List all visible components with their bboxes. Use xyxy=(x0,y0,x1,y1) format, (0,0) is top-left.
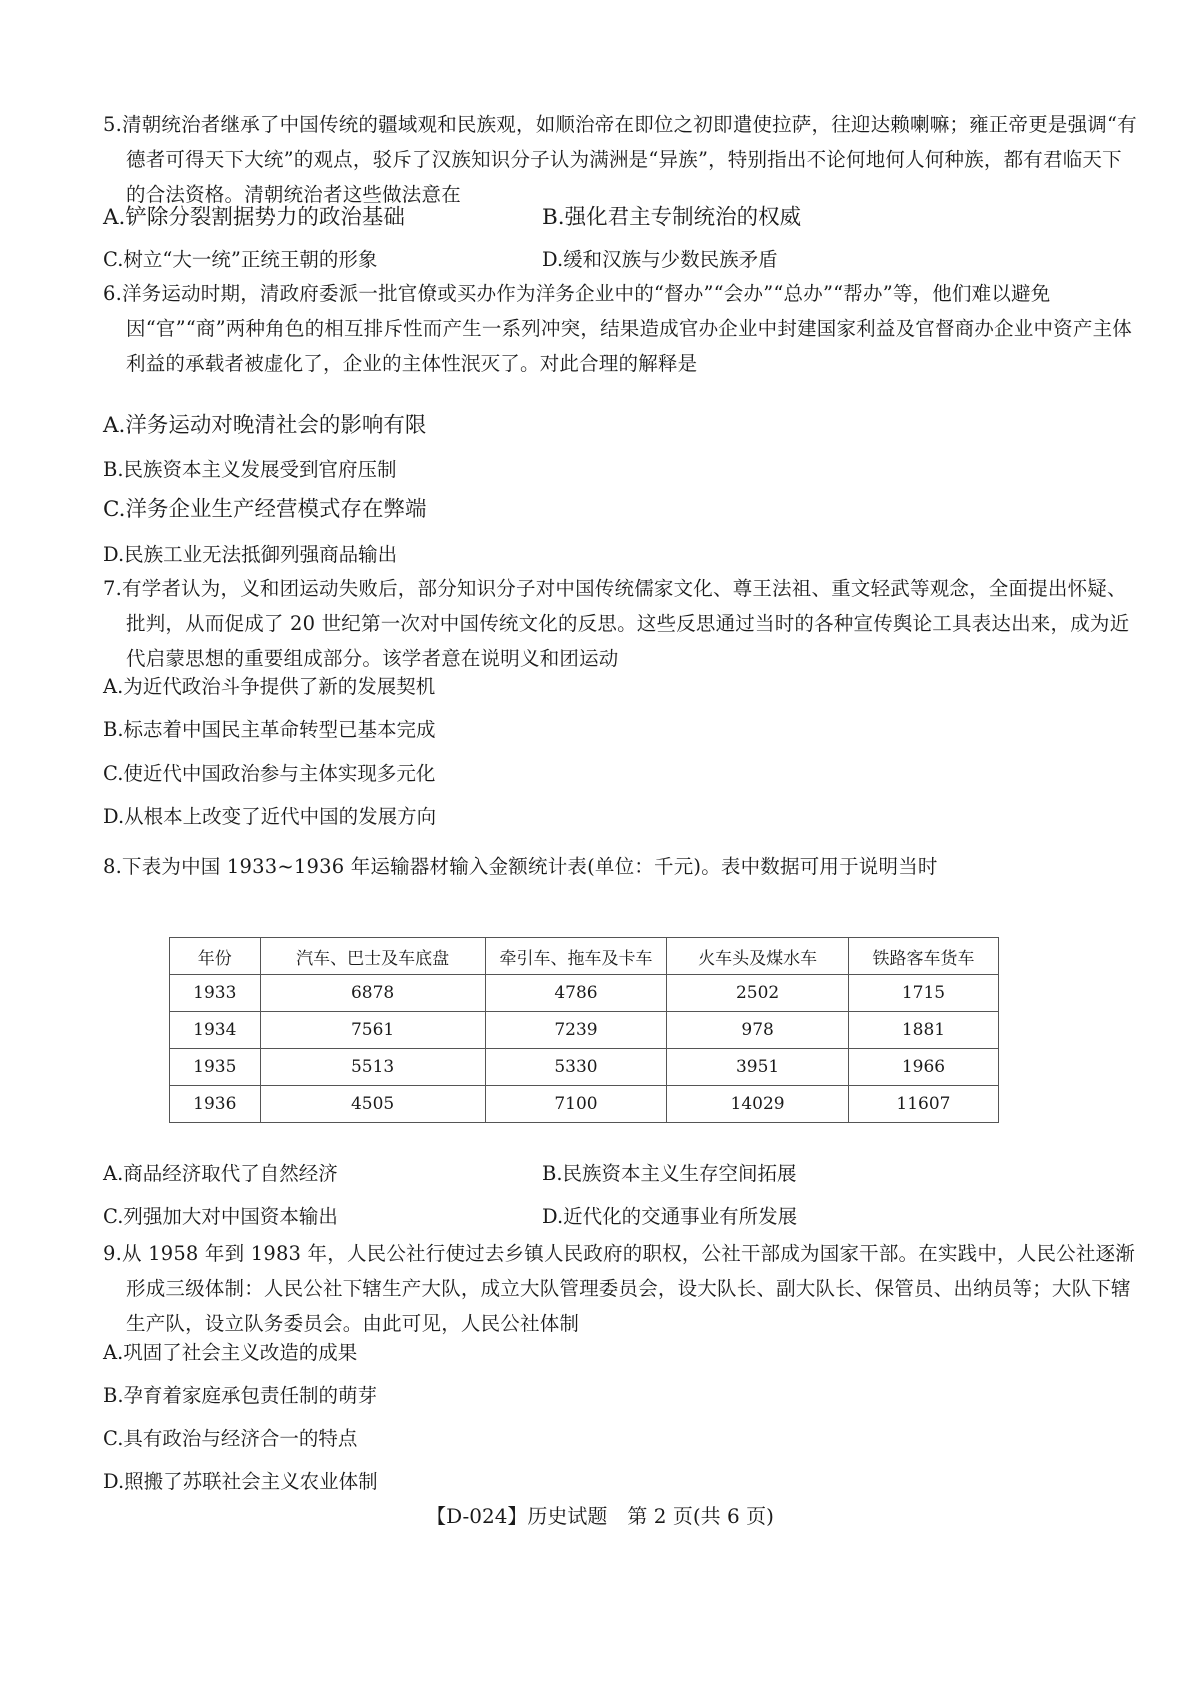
table-cell: 1933 xyxy=(170,975,261,1012)
q5-option-a: A.铲除分裂割据势力的政治基础 xyxy=(103,205,405,230)
q8-option-a: A.商品经济取代了自然经济 xyxy=(103,1162,338,1185)
q7-option-d: D.从根本上改变了近代中国的发展方向 xyxy=(103,805,437,828)
table-cell: 7561 xyxy=(260,1012,485,1049)
table-cell: 978 xyxy=(667,1012,849,1049)
q8-stem: 8.下表为中国 1933~1936 年运输器材输入金额统计表(单位：千元)。表中数据可用于说明当时 xyxy=(103,855,938,878)
table-cell: 1936 xyxy=(170,1086,261,1123)
table-cell: 1715 xyxy=(848,975,998,1012)
table-header-cell: 铁路客车货车 xyxy=(848,938,998,975)
table-row xyxy=(170,1012,999,1049)
table-cell: 7239 xyxy=(485,1012,667,1049)
q6-option-c: C.洋务企业生产经营模式存在弊端 xyxy=(103,497,427,522)
table-header-row xyxy=(170,938,999,975)
table-row xyxy=(170,1086,999,1123)
q5-option-b: B.强化君主专制统治的权威 xyxy=(542,205,802,230)
transport-import-table xyxy=(169,937,999,1123)
q9-option-c: C.具有政治与经济合一的特点 xyxy=(103,1427,358,1450)
table-cell: 1966 xyxy=(848,1049,998,1086)
table-cell: 14029 xyxy=(667,1086,849,1123)
table-cell: 11607 xyxy=(848,1086,998,1123)
q9-option-d: D.照搬了苏联社会主义农业体制 xyxy=(103,1470,378,1493)
q6-option-d: D.民族工业无法抵御列强商品输出 xyxy=(103,543,398,566)
q7-stem: 7.有学者认为，义和团运动失败后，部分知识分子对中国传统儒家文化、尊王法祖、重文轻武等观念，全面提出怀疑、批判，从而促成了 20 世纪第一次对中国传统文化的反思。这些反思通过当时的各种宣传舆论工具表达出来，成为近代启蒙思想的重要组成部分。该学者意在说明义和团运动 xyxy=(103,577,1130,670)
q6-stem: 6.洋务运动时期，清政府委派一批官僚或买办作为洋务企业中的“督办”“会办”“总办”“帮办”等，他们难以避免因“官”“商”两种角色的相互排斥性而产生一系列冲突，结果造成官办企业中封建国家利益及官督商办企业中资产主体利益的承载者被虚化了，企业的主体性泯灭了。对此合理的解释是 xyxy=(103,282,1132,375)
table-cell: 3951 xyxy=(667,1049,849,1086)
table-cell: 4505 xyxy=(260,1086,485,1123)
q9-option-b: B.孕育着家庭承包责任制的萌芽 xyxy=(103,1384,378,1407)
q8-option-d: D.近代化的交通事业有所发展 xyxy=(542,1205,798,1228)
q7-option-a: A.为近代政治斗争提供了新的发展契机 xyxy=(103,675,436,698)
q5-option-d: D.缓和汉族与少数民族矛盾 xyxy=(542,248,778,271)
table-header-cell: 火车头及煤水车 xyxy=(667,938,849,975)
q5-option-c: C.树立“大一统”正统王朝的形象 xyxy=(103,248,378,271)
table-header-cell: 汽车、巴士及车底盘 xyxy=(260,938,485,975)
table-row xyxy=(170,975,999,1012)
table-cell: 1935 xyxy=(170,1049,261,1086)
table-row xyxy=(170,1049,999,1086)
table-cell: 1881 xyxy=(848,1012,998,1049)
q7-option-c: C.使近代中国政治参与主体实现多元化 xyxy=(103,762,436,785)
table-cell: 5513 xyxy=(260,1049,485,1086)
q6-option-a: A.洋务运动对晚清社会的影响有限 xyxy=(103,413,427,438)
table-cell: 7100 xyxy=(485,1086,667,1123)
table-header-cell: 牵引车、拖车及卡车 xyxy=(485,938,667,975)
q7-option-b: B.标志着中国民主革命转型已基本完成 xyxy=(103,718,436,741)
table-cell: 1934 xyxy=(170,1012,261,1049)
page-footer: 【D-024】历史试题 第 2 页(共 6 页) xyxy=(426,1504,774,1528)
q8-option-b: B.民族资本主义生存空间拓展 xyxy=(542,1162,797,1185)
table-header-cell: 年份 xyxy=(170,938,261,975)
q9-stem: 9.从 1958 年到 1983 年，人民公社行使过去乡镇人民政府的职权，公社干部成为国家干部。在实践中，人民公社逐渐形成三级体制：人民公社下辖生产大队，成立大队管理委员会，设大队长、副大队长、保管员、出纳员等；大队下辖生产队，设立队务委员会。由此可见，人民公社体制 xyxy=(103,1242,1135,1335)
table-cell: 2502 xyxy=(667,975,849,1012)
table-cell: 6878 xyxy=(260,975,485,1012)
q9-option-a: A.巩固了社会主义改造的成果 xyxy=(103,1341,358,1364)
table-cell: 4786 xyxy=(485,975,667,1012)
table-cell: 5330 xyxy=(485,1049,667,1086)
q6-option-b: B.民族资本主义发展受到官府压制 xyxy=(103,458,397,481)
q8-option-c: C.列强加大对中国资本输出 xyxy=(103,1205,338,1228)
q5-stem: 5.清朝统治者继承了中国传统的疆域观和民族观，如顺治帝在即位之初即遣使拉萨，往迎达赖喇嘛；雍正帝更是强调“有德者可得天下大统”的观点，驳斥了汉族知识分子认为满洲是“异族”，特别指出不论何地何人何种族，都有君临天下的合法资格。清朝统治者这些做法意在 xyxy=(103,113,1137,206)
